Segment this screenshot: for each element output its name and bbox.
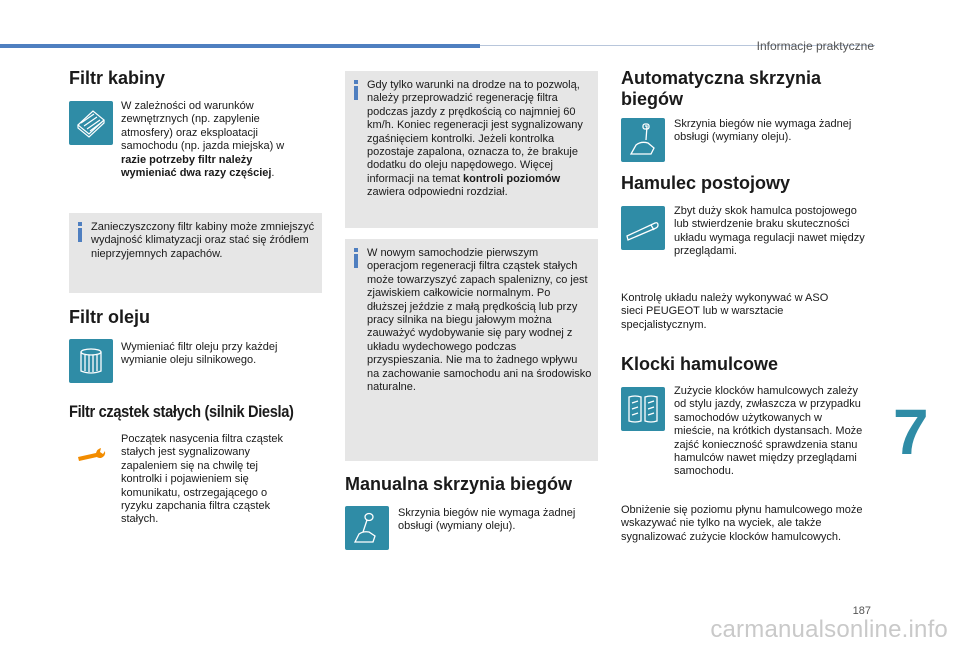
oil-filter-text: Wymieniać filtr oleju przy każdej wymianie oleju silnikowego. <box>121 341 278 367</box>
info-icon <box>354 248 358 268</box>
particle-filter-text: Początek nasycenia filtra cząstek stałych jest sygnalizowany zapaleniem się na chwilę tej kontrolki i pojawieniem się komunikatu, ostrzegającego o ryzyku zapchania filtra cząstek stałych. <box>121 433 284 526</box>
new-car-note <box>345 239 598 461</box>
cabin-filter-heading: Filtr kabiny <box>69 68 166 88</box>
new-car-note-text: W nowym samochodzie pierwszym operacjom regeneracji filtra cząstek stałych może towarzyszyć zapach spalenizny, co jest zjawiskiem całkowicie normalnym. Po dłuższej jeździe z małą prędkością lub przy pracy silnika na biegu jałowym można zauważyć wydobywanie się pary wodnej z układu wydechowego podczas przyspieszania. Nie ma to żadnego wpływu na zachowanie samochodu ani na środowisko naturalne. <box>367 247 592 394</box>
oil-filter-heading: Filtr oleju <box>69 307 150 327</box>
header-accent-bar <box>0 44 480 48</box>
brake-pads-icon <box>621 387 665 431</box>
auto-gearbox-icon <box>621 118 665 162</box>
wrench-warning-icon <box>76 445 106 470</box>
brake-pads-heading: Klocki hamulcowe <box>621 354 779 374</box>
parking-brake-icon <box>621 206 665 250</box>
info-icon <box>78 222 82 242</box>
manual-gearbox-text: Skrzynia biegów nie wymaga żadnej obsługi (wymiany oleju). <box>398 507 576 533</box>
manual-gearbox-heading: Manualna skrzynia biegów <box>345 474 573 494</box>
brake-pads-text: Zużycie klocków hamulcowych zależy od stylu jazdy, zwłaszcza w przypadku samochodów użytkowanych w mieście, na krótkich dystansach. Może zajść konieczność sprawdzenia stanu hamulców nawet między przeglądami samochodu. <box>674 385 863 478</box>
parking-brake-text: Zbyt duży skok hamulca postojowego lub stwierdzenie braku skuteczności układu wymaga regulacji nawet między przeglądami. <box>674 205 865 258</box>
brake-pads-text-2: Obniżenie się poziomu płynu hamulcowego może wskazywać nie tylko na wyciek, ale także sygnalizować zużycie klocków hamulcowych. <box>621 504 863 543</box>
regeneration-note <box>345 71 598 228</box>
cabin-filter-text: W zależności od warunków zewnętrznych (np. zapylenie atmosfery) oraz eksploatacji samochodu (np. jazda miejska) w razie potrzeby filtr należy wymieniać dwa razy częściej. <box>121 100 285 180</box>
cabin-filter-note <box>69 213 322 293</box>
watermark: carmanualsonline.info <box>710 616 948 643</box>
cabin-filter-note-text: Zanieczyszczony filtr kabiny może zmniejszyć wydajność klimatyzacji oraz stać się źródłem nieprzyjemnych zapachów. <box>91 221 315 260</box>
particle-filter-heading: Filtr cząstek stałych (silnik Diesla) <box>69 402 294 421</box>
chapter-number: 7 <box>893 396 929 468</box>
info-icon <box>354 80 358 100</box>
cabin-filter-icon <box>69 101 113 145</box>
oil-filter-icon <box>69 339 113 383</box>
parking-brake-heading: Hamulec postojowy <box>621 173 791 193</box>
cabin-filter-bold: razie potrzeby filtr należy wymieniać dwa razy częściej <box>121 153 272 180</box>
regeneration-note-text: Gdy tylko warunki na drodze na to pozwolą, należy przeprowadzić regenerację filtra podczas jazdy z prędkością co najmniej 60 km/h. Koniec regeneracji jest sygnalizowany zgaśnięciem kontrolki. Jeżeli kontrolka pozostaje zapalona, oznacza to, że brakuje dodatku do oleju napędowego. Więcej informacji na temat kontroli poziomów zawiera odpowiedni rozdział. <box>367 79 583 199</box>
page-number: 187 <box>852 605 871 617</box>
parking-brake-text-2: Kontrolę układu należy wykonywać w ASO sieci PEUGEOT lub w warsztacie specjalistycznym. <box>621 292 829 331</box>
auto-gearbox-heading: Automatyczna skrzynia biegów <box>621 68 822 109</box>
section-title: Informacje praktyczne <box>756 39 874 53</box>
manual-gearbox-icon <box>345 506 389 550</box>
auto-gearbox-text: Skrzynia biegów nie wymaga żadnej obsługi (wymiany oleju). <box>674 118 852 144</box>
